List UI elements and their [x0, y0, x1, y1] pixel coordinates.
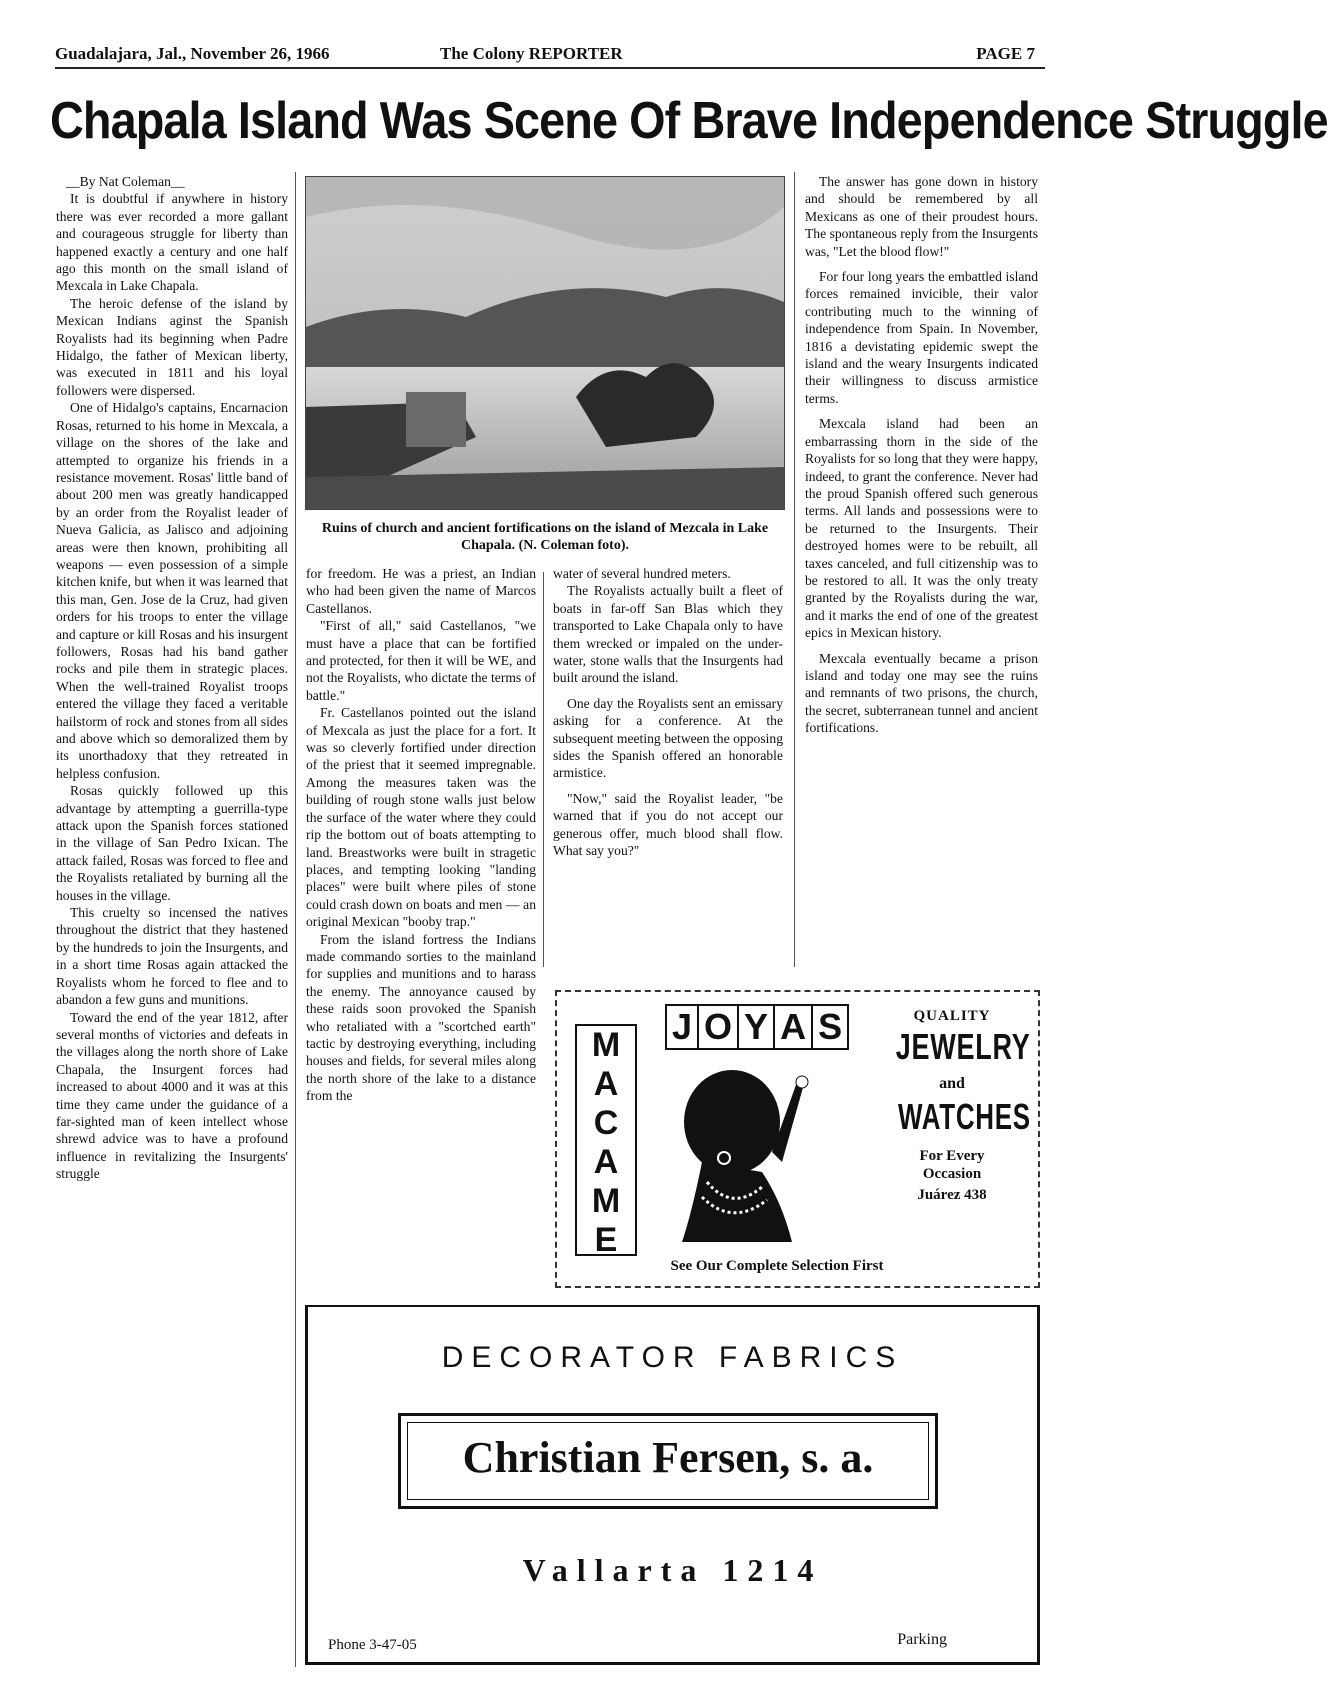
- woman-silhouette-illustration: [662, 1062, 822, 1242]
- paragraph: Fr. Castellanos pointed out the island of Mexcala as just the place for a fort. It was so cleverly fortified under direction of the priest that it seemed impregnable. Among the measures taken was the building of rough stone walls just below the surface of the water where they could rip the bottom out of boats attempting to land. Breastworks were built in stragetic places, and tempting looking "landing places" were built where piles of stone could crash down on boats and men — an original Mexican "booby trap.": [306, 705, 536, 930]
- paragraph: Rosas quickly followed up this advantage by attempting a guerrilla-type attack upon the Spanish forces stationed in the village of San Pedro Ixican. The attack failed, Rosas was forced to flee and the Royalists retaliated by burning all the houses in the village.: [56, 783, 288, 903]
- macame-letter: C: [593, 1104, 619, 1142]
- occasion-label: For Every Occasion: [919, 1148, 985, 1182]
- macame-letter: A: [593, 1065, 619, 1103]
- paragraph: It is doubtful if anywhere in history there was ever recorded a more gallant and courageous struggle for liberty than happened exactly a century and one half ago this month on the small island of Mexcala in Lake Chapala.: [56, 191, 288, 294]
- column-divider: [295, 172, 296, 1667]
- masthead-dateline: Guadalajara, Jal., November 26, 1966: [55, 44, 330, 63]
- masthead-page-number: PAGE 7: [976, 44, 1035, 63]
- joyas-letter: Y: [739, 1004, 775, 1050]
- decorator-fabrics-title: DECORATOR FABRICS: [441, 1341, 904, 1374]
- jewelry-advertisement: [555, 990, 1040, 1288]
- photo-caption: Ruins of church and ancient fortifications on the island of Mezcala in Lake Chapala. (N. Coleman foto).: [321, 521, 769, 553]
- paragraph: One of Hidalgo's captains, Encarnacion Rosas, returned to his home in Mexcala, a village on the shores of the lake and attempted to organize his friends in a resistance movement. Rosas' little band of about 200 men was greatly handicapped by an order from the Royalist leader of Nueva Galicia, as Jalisco and adjoining areas were then known, prohibiting all weapons — even possession of a simple kitchen knife, but when it was learned that this man, Gen. Jose de la Cruz, had given orders for his troops to enter the village and capture or kill Rosas and his insurgent followers, Rosas had his band gather rocks and pile them in strategic places. When the well-trained Royalist troops entered the village they faced a veritable hailstorm of rock and stones from all sides and above which so demoralized them by its unorthadoxy that they retreated in helpless confusion.: [56, 400, 288, 781]
- column-divider: [794, 172, 795, 967]
- joyas-letter: J: [665, 1004, 699, 1050]
- jewelry-address: Juárez 438: [917, 1187, 987, 1203]
- joyas-letter: A: [775, 1004, 813, 1050]
- quality-label: QUALITY: [913, 1008, 991, 1024]
- macame-letter: A: [593, 1143, 619, 1181]
- paragraph: The Royalists actually built a fleet of boats in far-off San Blas which they transported to Lake Chapala only to have them wrecked or impaled on the under-water, stone walls that the Insurgents had built around the island.: [553, 583, 783, 686]
- paragraph: "Now," said the Royalist leader, "be warned that if you do not accept our generous offer, much blood shall flow. What say you?": [553, 790, 783, 859]
- lake-photo: [305, 176, 785, 510]
- paragraph: One day the Royalists sent an emissary asking for a conference. At the subsequent meeting between the opposing sides the Spanish offered an honorable armistice.: [553, 695, 783, 781]
- fabrics-advertisement: [305, 1305, 1040, 1665]
- paragraph: The answer has gone down in history and should be remembered by all Mexicans as one of their proudest hours. The spontaneous reply from the Insurgents was, "Let the blood flow!": [805, 174, 1038, 259]
- lake-photo-image: [306, 177, 784, 509]
- joyas-logo: [665, 1004, 849, 1050]
- paragraph: From the island fortress the Indians made commando sorties to the mainland for supplies and munitions and to harass the enemy. The annoyance caused by these raids soon provoked the Spanish who retaliated with a "scortched earth" tactic by destroying everything, including houses and fields, for several miles along the north shore of the lake to a distance from the: [306, 931, 536, 1104]
- byline: __By Nat Coleman__: [66, 174, 185, 189]
- paragraph: water of several hundred meters.: [553, 566, 731, 581]
- and-label: and: [939, 1075, 965, 1092]
- macame-letter: E: [594, 1221, 618, 1259]
- paragraph: For four long years the embattled island forces remained invicible, their valor contributing much to the winning of independence from Spain. In November, 1816 a devistating epidemic swept the island and the weary Insurgents indicated their willingness to discuss armistice terms.: [805, 269, 1038, 406]
- macame-letter: M: [591, 1182, 621, 1220]
- paragraph: Mexcala island had been an embarrassing thorn in the side of the Royalists for so long that they were happy, indeed, to grant the conference. Never had the proud Spanish offered such generous terms. All lands and possessions were to be returned to the Insurgents. Their destroyed homes were to be rebuilt, all taxes canceled, and full citizenship was to be restored to all. It was the only treaty granted by the Royalists during the war, and it marks the end of one of the greatest epics in Mexican history.: [805, 416, 1038, 641]
- paragraph: The heroic defense of the island by Mexican Indians aginst the Spanish Royalists had its beginning when Padre Hidalgo, the father of Mexican liberty, was executed in 1811 and his loyal followers were dispersed.: [56, 295, 288, 398]
- paragraph: Mexcala eventually became a prison island and today one may see the ruins and remnants of two prisons, the church, the secret, subterranean tunnel and ancient fortifications.: [805, 650, 1038, 736]
- jewelry-ad-copy: [877, 1008, 1031, 1204]
- paragraph: "First of all," said Castellanos, "we must have a place that can be fortified and protected, for then it will be WE, and not the Royalists, who dictate the terms of battle.": [306, 618, 536, 703]
- paragraph: This cruelty so incensed the natives throughout the district that they hastened by the hundreds to join the Insurgents, and in a short time Rosas again attacked the Royalists whom he forced to flee and to abandon a few guns and munitions.: [56, 905, 288, 1008]
- paragraph: for freedom. He was a priest, an Indian who had been given the name of Marcos Castellanos.: [306, 566, 536, 616]
- company-name-box: [398, 1413, 938, 1509]
- macame-logo: [575, 1024, 637, 1259]
- article-column-4: [805, 173, 1038, 963]
- masthead-paper-name: The Colony REPORTER: [440, 44, 623, 63]
- headline: Chapala Island Was Scene Of Brave Independence Struggle: [50, 92, 1328, 150]
- article-column-3: [553, 565, 783, 965]
- fabrics-phone: Phone 3-47-05: [328, 1637, 417, 1653]
- masthead: [55, 44, 1045, 66]
- article-column-1: [56, 173, 288, 1666]
- watches-label: WATCHES: [898, 1096, 1031, 1137]
- joyas-letter: S: [813, 1004, 849, 1050]
- fabrics-address: Vallarta 1214: [522, 1552, 823, 1588]
- article-column-2: [306, 565, 536, 1300]
- macame-letter: M: [591, 1026, 621, 1064]
- selection-tagline: See Our Complete Selection First: [670, 1258, 884, 1274]
- column-divider: [543, 572, 544, 967]
- jewelry-label: JEWELRY: [895, 1026, 1031, 1067]
- parking-label: Parking: [897, 1631, 947, 1648]
- company-name: Christian Fersen, s. a.: [462, 1433, 874, 1482]
- masthead-rule: [55, 67, 1045, 69]
- paragraph: Toward the end of the year 1812, after several months of victories and defeats in the villages along the north shore of Lake Chapala, the Insurgent forces had increased to about 4000 and it was at this time they came under the guidance of a far-sighted man of keen intellect whose shrewd advice was to have a profound influence in revitalizing the Insurgents' struggle: [56, 1009, 288, 1182]
- joyas-letter: O: [699, 1004, 739, 1050]
